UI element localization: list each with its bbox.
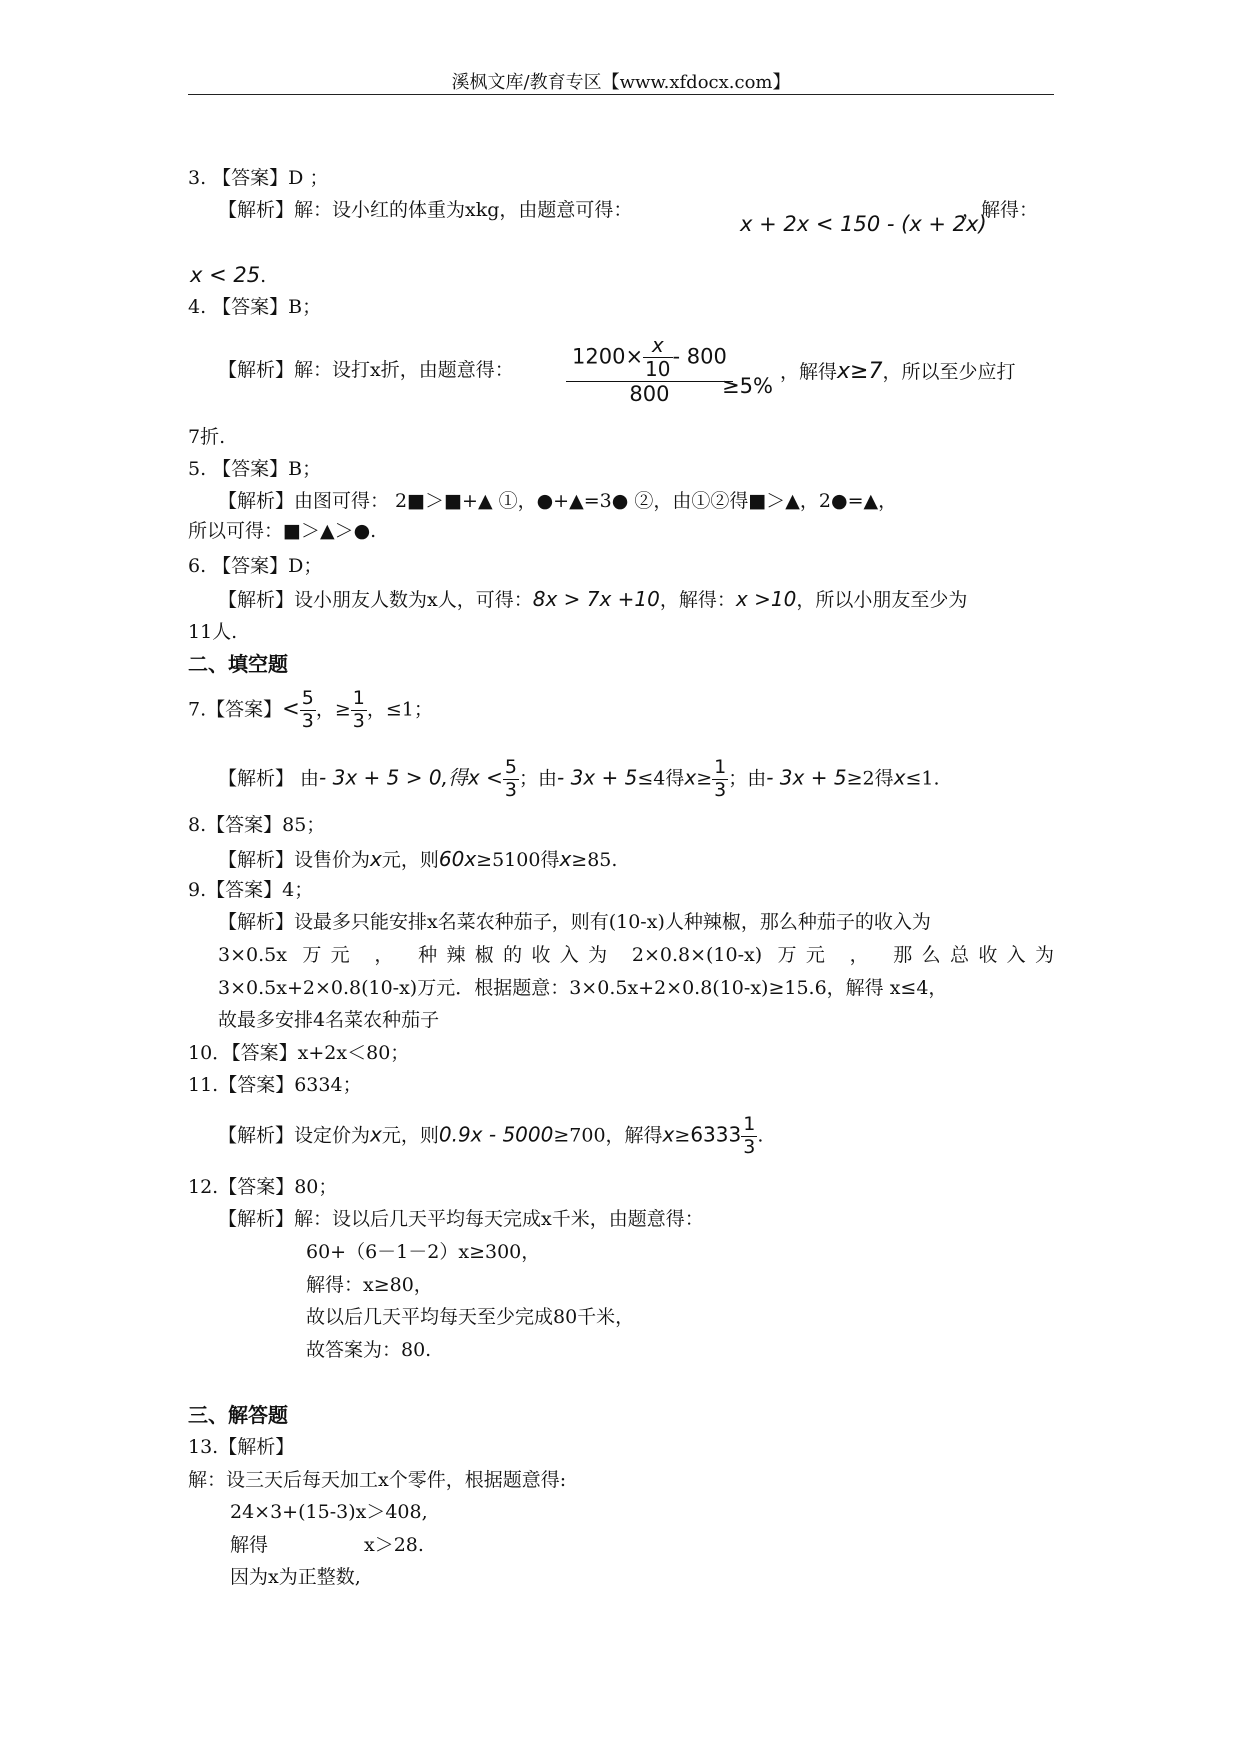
q13-solve-label: 解得 xyxy=(230,1534,269,1556)
q4-percent: ≥5% xyxy=(722,374,773,398)
q3-answer: 3. 【答案】D ； xyxy=(188,167,329,189)
q9-explanation-line3: 3×0.5x+2×0.8(10-x)万元．根据题意：3×0.5x+2×0.8(10-x)≥15.6，解得 x≤4， xyxy=(218,977,948,999)
q9-explanation-line2: 3×0.5x 万元 ， 种辣椒的收入为 2×0.8×(10-x) 万元 ， 那么总收入为 xyxy=(218,944,1054,966)
q9-explanation-line1: 【解析】设最多只能安排x名菜农种茄子，则有(10-x)人种辣椒，那么种茄子的收入为 xyxy=(218,911,931,933)
q12-conclusion: 故以后几天平均每天至少完成80千米， xyxy=(306,1306,635,1328)
q3-inequality: x + 2x < 150 - (x + 2x) xyxy=(740,212,987,236)
q3-explanation-tail: ，解得： xyxy=(962,199,1039,221)
q9-explanation-line4: 故最多安排4名菜农种茄子 xyxy=(218,1009,440,1031)
q7-answer: 7.【答案】< $\frac{5}{3}$ ，≥ $\frac{1}{3}$ ，≤1； xyxy=(188,687,433,732)
q12-solution: 解得：x≥80， xyxy=(306,1274,433,1296)
q13-setup: 解：设三天后每天加工x个零件，根据题意得: xyxy=(188,1469,567,1491)
q11-answer: 11.【答案】6334； xyxy=(188,1074,362,1096)
q6-answer: 6. 【答案】D； xyxy=(188,555,323,577)
q6-conclusion: 11人. xyxy=(188,621,238,643)
q5-answer: 5. 【答案】B； xyxy=(188,458,322,480)
q12-answer: 12.【答案】80； xyxy=(188,1176,338,1198)
q13-heading: 13.【解析】 xyxy=(188,1436,295,1458)
section-fill-in-title: 二、填空题 xyxy=(188,652,288,676)
q8-explanation: 【解析】设售价为x元，则60x≥5100得x≥85. xyxy=(218,847,618,871)
q10-answer: 10．【答案】x+2x＜80； xyxy=(188,1042,410,1064)
q7-explanation: 【解析】 由- 3x + 5 > 0,得x < $\frac{5}{3}$ ；由- 3x + 5≤4得x≥ $\frac{1}{3}$ ；由- 3x + 5≥2得x≤1. xyxy=(218,756,940,801)
q12-explanation: 【解析】解：设以后几天平均每天完成x千米，由题意得： xyxy=(218,1208,704,1230)
q6-explanation: 【解析】设小朋友人数为x人，可得：8x > 7x +10，解得：x >10，所以小朋友至少为 xyxy=(218,587,968,611)
q13-inequality: 24×3+(15-3)x＞408, xyxy=(230,1501,428,1523)
q11-explanation: 【解析】设定价为x元，则0.9x - 5000≥700，解得x≥6333 $\frac{1}{3}$ . xyxy=(218,1113,764,1158)
section-solve-title: 三、解答题 xyxy=(188,1403,288,1427)
q9-answer: 9.【答案】4； xyxy=(188,879,314,901)
q5-conclusion: 所以可得：■＞▲＞●. xyxy=(188,520,377,542)
q4-complex-fraction: 1200× $\frac{x}{10}$ - 800 800 xyxy=(566,334,733,406)
q4-conclusion: 7折. xyxy=(188,426,226,448)
q4-answer: 4. 【答案】B； xyxy=(188,296,322,318)
q12-equation: 60+（6－1－2）x≥300， xyxy=(306,1241,541,1263)
q5-explanation: 【解析】由图可得： 2■＞■+▲ ①，●+▲=3● ②，由①②得■＞▲，2●=▲， xyxy=(218,490,898,512)
q13-integer-note: 因为x为正整数, xyxy=(230,1566,361,1588)
q4-explanation-text: 【解析】解：设打x折，由题意得： xyxy=(218,359,514,381)
q8-answer: 8.【答案】85； xyxy=(188,814,326,836)
q3-explanation-text: 【解析】解：设小红的体重为xkg，由题意可得： xyxy=(218,199,633,221)
page-header: 溪枫文库/教育专区【www.xfdocx.com】 xyxy=(451,72,791,93)
q4-explanation-tail: ，解得x≥7，所以至少应打 xyxy=(780,359,1016,384)
header-rule xyxy=(188,94,1054,95)
q12-final-answer: 故答案为：80. xyxy=(306,1339,432,1361)
q13-solution: x＞28. xyxy=(364,1534,424,1556)
q3-solution: x < 25. xyxy=(190,263,267,287)
